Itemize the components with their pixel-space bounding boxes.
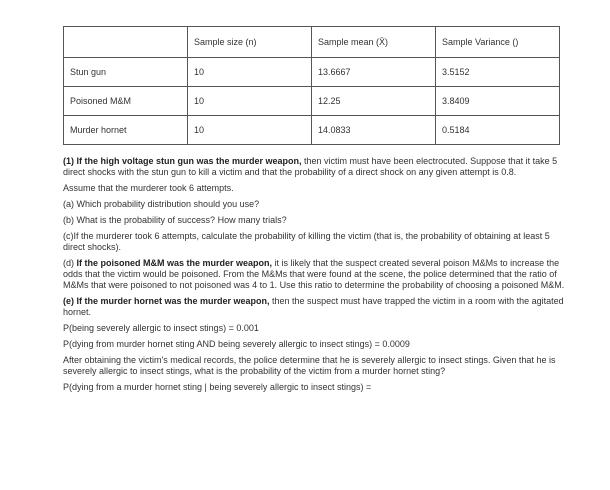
question-e	[63, 296, 568, 318]
cell-sample-variance: 0.5184	[436, 116, 560, 145]
sample-statistics-table	[63, 26, 560, 145]
question-1-body: then victim must have been electrocuted. Suppose that it take 5 direct shocks with the stun gun to kill a victim and that the probability of a direct shock on any given attempt is 0.8.	[63, 156, 558, 177]
cell-sample-variance: 3.5152	[436, 58, 560, 87]
table-row	[64, 58, 560, 87]
question-d-heading: If the poisoned M&M was the murder weapon,	[76, 258, 273, 268]
row-label: Poisoned M&M	[64, 87, 188, 116]
question-1-heading: (1) If the high voltage stun gun was the murder weapon,	[63, 156, 302, 166]
question-1-intro	[63, 156, 568, 178]
cell-sample-mean: 12.25	[312, 87, 436, 116]
question-e-body: then the suspect must have trapped the victim in a room with the agitated hornet.	[63, 296, 564, 317]
question-1-assumption: Assume that the murderer took 6 attempts.	[63, 183, 234, 193]
row-label: Stun gun	[64, 58, 188, 87]
probability-dying-and-allergic: P(dying from murder hornet sting AND being severely allergic to insect stings) = 0.0009	[63, 339, 410, 349]
probability-allergic: P(being severely allergic to insect stings) = 0.001	[63, 323, 259, 333]
cell-sample-size: 10	[188, 58, 312, 87]
question-e-heading: (e) If the murder hornet was the murder weapon,	[63, 296, 270, 306]
table-row	[64, 87, 560, 116]
header-cell-empty	[64, 27, 188, 58]
header-cell-sample-size: Sample size (n)	[188, 27, 312, 58]
table-header-row	[64, 27, 560, 58]
question-1c: (c)If the murderer took 6 attempts, calculate the probability of killing the victim (that is, the probability of obtaining at least 5 direct shocks).	[63, 231, 550, 252]
question-1a: (a) Which probability distribution should you use?	[63, 199, 260, 209]
question-1b: (b) What is the probability of success? How many trials?	[63, 215, 287, 225]
header-cell-sample-variance: Sample Variance ()	[436, 27, 560, 58]
cell-sample-size: 10	[188, 87, 312, 116]
question-d	[63, 258, 568, 291]
cell-sample-size: 10	[188, 116, 312, 145]
question-d-body: it is likely that the suspect created several poison M&Ms to increase the odds that the victim would be poisoned. From the M&Ms that were found at the scene, the police determined that the ratio of M&Ms that were poisoned to not poisoned was 4 to 1. Use this ratio to determine the probability of choosing a poisoned M&M.	[63, 258, 565, 290]
header-cell-sample-mean: Sample mean (X̄)	[312, 27, 436, 58]
cell-sample-mean: 14.0833	[312, 116, 436, 145]
question-text	[63, 156, 568, 398]
table-row	[64, 116, 560, 145]
cell-sample-mean: 13.6667	[312, 58, 436, 87]
question-e-followup: After obtaining the victim's medical records, the police determine that he is severely allergic to insect stings. Given that he is severely allergic to insect stings, what is the probability of the victim from a murder hornet sting?	[63, 355, 556, 376]
cell-sample-variance: 3.8409	[436, 87, 560, 116]
row-label: Murder hornet	[64, 116, 188, 145]
conditional-probability-prompt: P(dying from a murder hornet sting | being severely allergic to insect stings) =	[63, 382, 372, 392]
question-d-prefix: (d)	[63, 258, 77, 268]
